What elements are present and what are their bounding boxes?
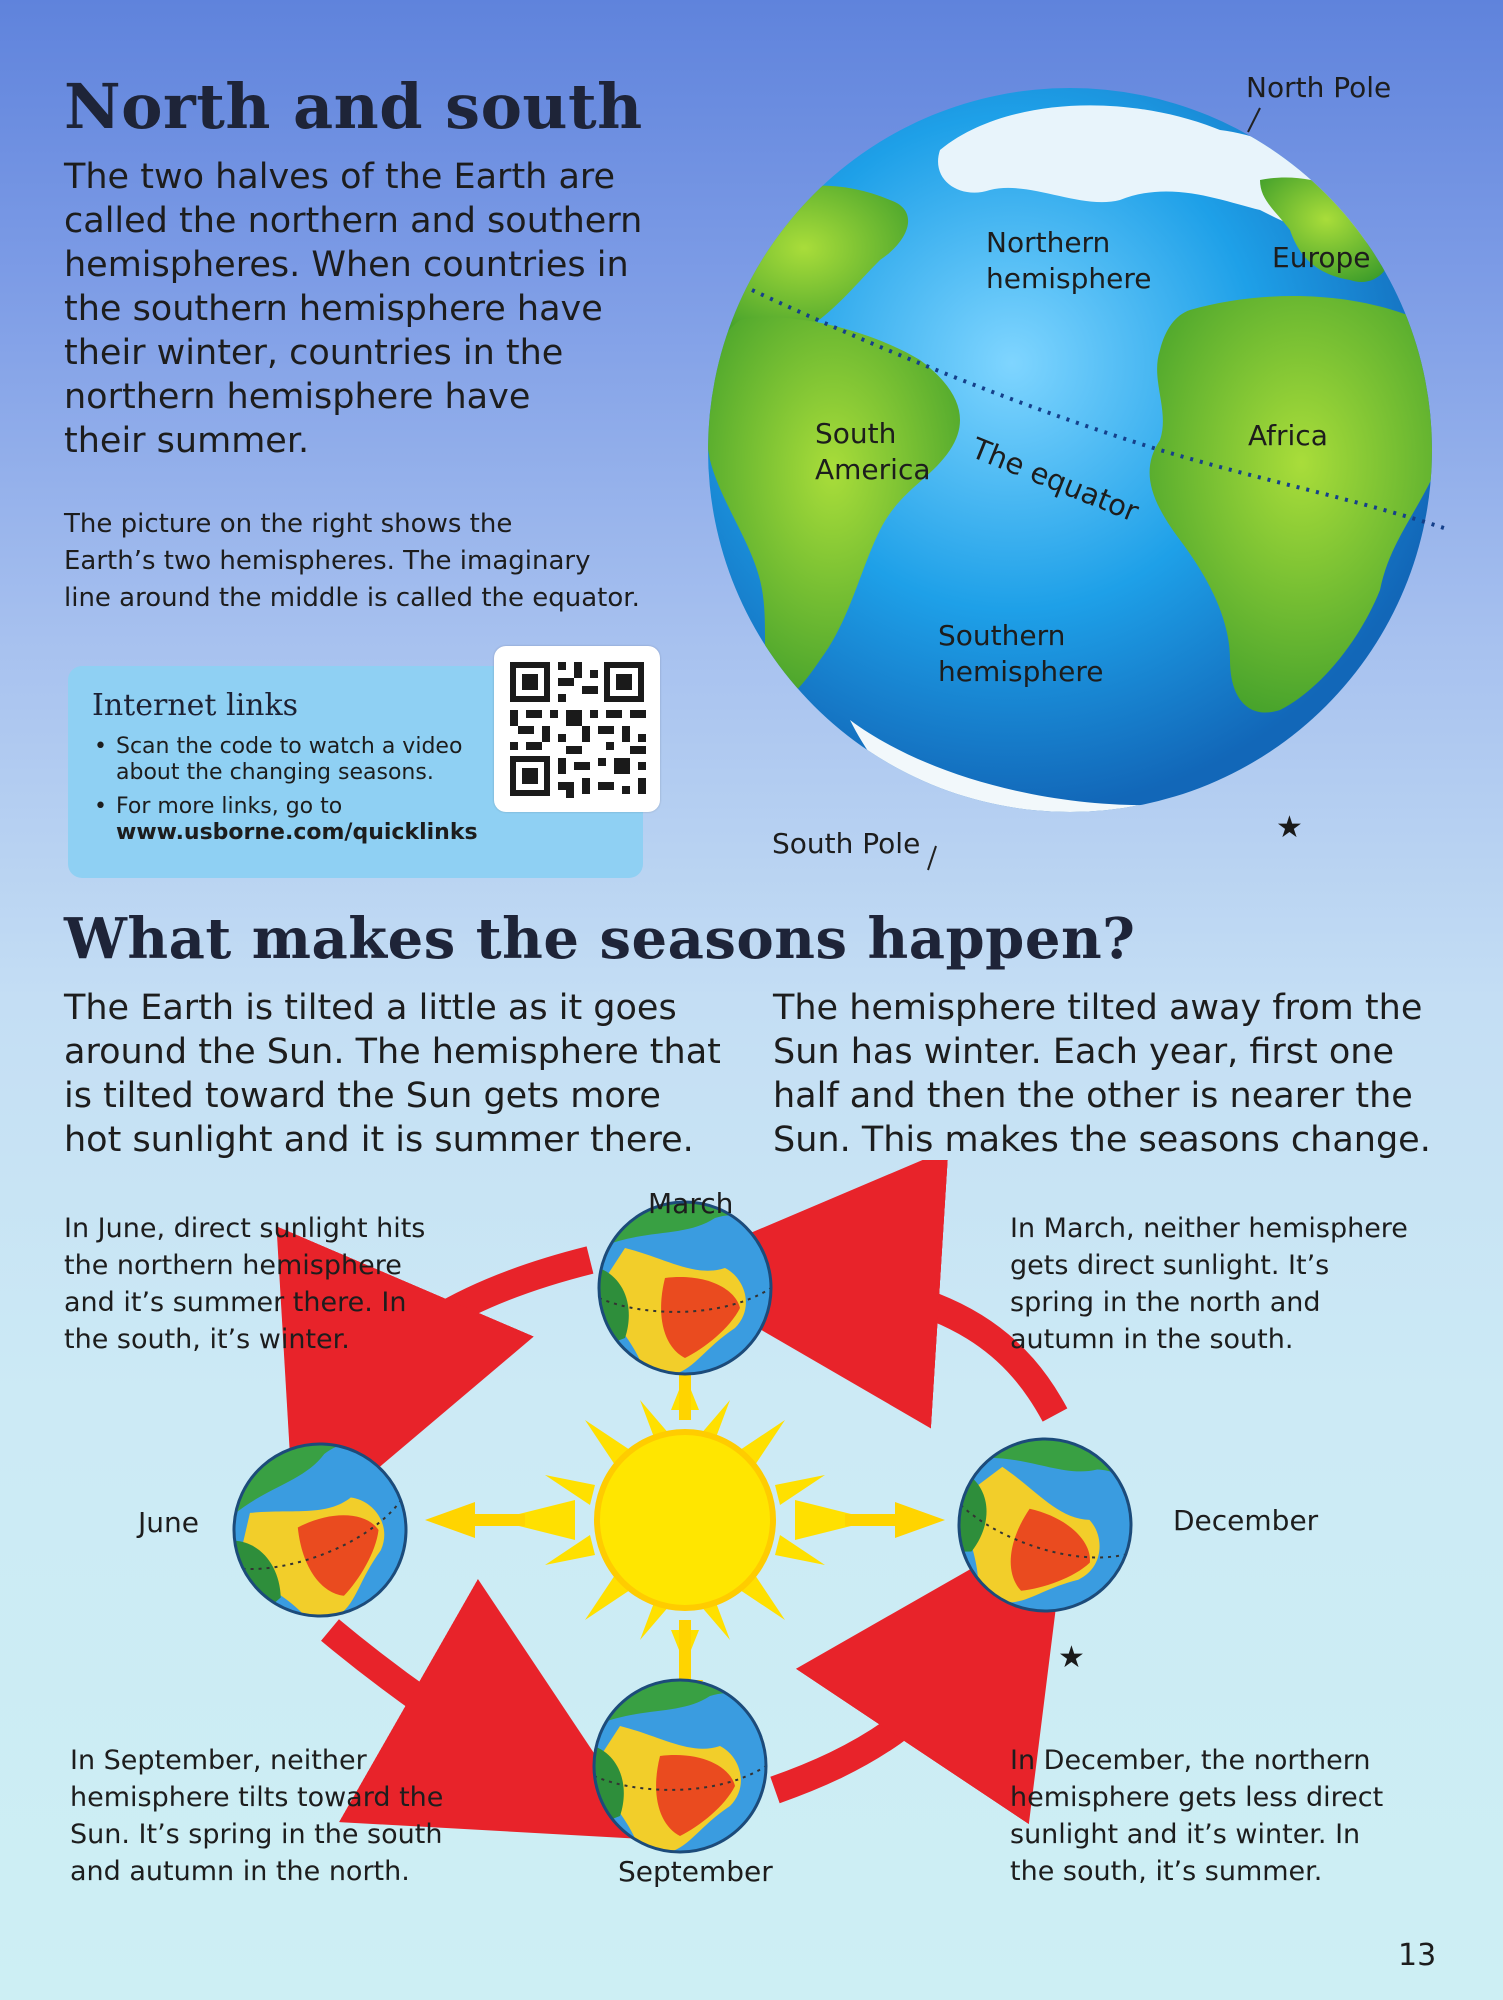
north-pole-label: North Pole (1246, 71, 1392, 104)
globe-march (599, 1202, 771, 1374)
september-label: September (618, 1855, 773, 1888)
december-caption: In December, the northern hemisphere gets less direct sunlight and it’s winter. In the south, it’s summer. (1010, 1745, 1384, 1887)
more-links-text: For more links, go to (116, 794, 343, 819)
internet-links-title: Internet links (92, 688, 299, 723)
equator-label: The equator (966, 430, 1144, 529)
southern-hemisphere-label: Southern hemisphere (938, 619, 1104, 688)
europe-label: Europe (1272, 241, 1371, 274)
south-america-label: South America (815, 417, 931, 486)
northern-hemisphere-label: Northern hemisphere (986, 226, 1152, 295)
march-caption: In March, neither hemisphere gets direct sunlight. It’s spring in the north and autumn in the south. (1010, 1213, 1408, 1355)
quicklinks-url[interactable]: www.usborne.com/quicklinks (116, 820, 478, 845)
june-label: June (138, 1506, 199, 1539)
internet-links-list (92, 734, 532, 854)
globe-december (935, 1415, 1155, 1635)
qr-code[interactable] (494, 646, 660, 812)
africa-label: Africa (1248, 419, 1328, 452)
page-number: 13 (1398, 1938, 1437, 1973)
globe-june (210, 1420, 430, 1640)
south-pole-label: South Pole (772, 827, 921, 860)
star-icon: ★ (1276, 810, 1303, 845)
list-item (92, 794, 532, 846)
qr-code-icon (494, 646, 660, 812)
section-title-seasons: What makes the seasons happen? (64, 906, 1136, 972)
star-icon: ★ (1058, 1640, 1085, 1675)
globe-september (594, 1680, 766, 1852)
picture-caption: The picture on the right shows the Earth’s two hemispheres. The imaginary line around the middle is called the equator. (64, 509, 640, 613)
september-caption: In September, neither hemisphere tilts toward the Sun. It’s spring in the south and autumn in the north. (70, 1745, 444, 1887)
december-label: December (1173, 1504, 1319, 1537)
intro-paragraph: The two halves of the Earth are called the northern and southern hemispheres. When countries in the southern hemisphere have their winter, countries in the northern hemisphere have their summer. (64, 157, 643, 461)
march-label: March (648, 1187, 734, 1220)
section-title-north-south: North and south (64, 70, 643, 143)
seasons-right-paragraph: The hemisphere tilted away from the Sun has winter. Each year, first one half and then the other is nearer the Sun. This makes the seasons change. (773, 988, 1431, 1160)
sun-icon (425, 1320, 945, 1730)
list-item (92, 734, 532, 786)
seasons-left-paragraph: The Earth is tilted a little as it goes around the Sun. The hemisphere that is tilted toward the Sun gets more hot sunlight and it is summer there. (64, 988, 721, 1160)
arrow-september-to-december (775, 1630, 990, 1790)
june-caption: In June, direct sunlight hits the northern hemisphere and it’s summer there. In the south, it’s winter. (64, 1213, 426, 1355)
scan-code-text: Scan the code to watch a video about the changing seasons. (116, 734, 463, 785)
